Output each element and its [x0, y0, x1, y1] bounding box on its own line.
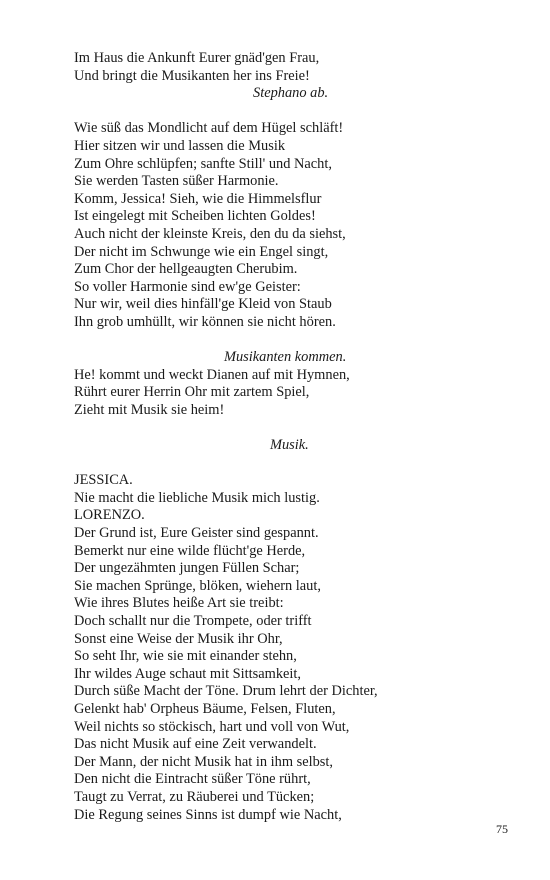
- verse-line: Ihn grob umhüllt, wir können sie nicht hören.: [74, 313, 336, 330]
- verse-line: Auch nicht der kleinste Kreis, den du da siehst,: [74, 225, 346, 242]
- stage-direction: Musikanten kommen.: [224, 349, 347, 366]
- verse-line: Zum Chor der hellgeaugten Cherubim.: [74, 261, 298, 278]
- verse-block-3: [74, 367, 494, 420]
- verse-line: Nur wir, weil dies hinfäll'ge Kleid von Staub: [74, 296, 332, 313]
- verse-line: Der Grund ist, Eure Geister sind gespannt.: [74, 525, 319, 542]
- verse-line: So seht Ihr, wie sie mit einander stehn,: [74, 648, 297, 665]
- verse-line: Zum Ohre schlüpfen; sanfte Still' und Nacht,: [74, 155, 332, 172]
- verse-block-2: [74, 120, 494, 331]
- page-text: [74, 50, 494, 824]
- verse-line: Doch schallt nur die Trompete, oder trifft: [74, 613, 312, 629]
- verse-line: Wie ihres Blutes heiße Art sie treibt:: [74, 595, 284, 612]
- verse-line: He! kommt und weckt Dianen auf mit Hymnen,: [74, 366, 350, 383]
- stanza-gap: [74, 332, 494, 350]
- verse-line: Sonst eine Weise der Musik ihr Ohr,: [74, 630, 283, 647]
- verse-line: Im Haus die Ankunft Eurer gnäd'gen Frau,: [74, 50, 320, 66]
- verse-line: Komm, Jessica! Sieh, wie die Himmelsflur: [74, 190, 322, 207]
- verse-line: Zieht mit Musik sie heim!: [74, 401, 225, 418]
- verse-line: Ist eingelegt mit Scheiben lichten Goldes!: [74, 208, 316, 225]
- verse-block-4: [74, 472, 494, 824]
- verse-line: Das nicht Musik auf eine Zeit verwandelt.: [74, 736, 317, 753]
- verse-line: Den nicht die Eintracht süßer Töne rührt,: [74, 771, 311, 788]
- stage-direction: Stephano ab.: [253, 85, 329, 102]
- verse-line: Der ungezähmten jungen Füllen Schar;: [74, 560, 300, 577]
- verse-block-1: [74, 50, 494, 85]
- speaker-name: JESSICA.: [74, 472, 133, 489]
- stanza-gap: [74, 419, 494, 437]
- verse-line: Sie werden Tasten süßer Harmonie.: [74, 173, 279, 190]
- verse-line: Nie macht die liebliche Musik mich lustig.: [74, 489, 320, 506]
- stanza-gap: [74, 103, 494, 121]
- stage-direction: Musik.: [270, 437, 309, 454]
- verse-line: Der Mann, der nicht Musik hat in ihm selbst,: [74, 753, 333, 770]
- speaker-name: LORENZO.: [74, 507, 145, 524]
- verse-line: Und bringt die Musikanten her ins Freie!: [74, 67, 310, 84]
- verse-line: Rührt eurer Herrin Ohr mit zartem Spiel,: [74, 384, 310, 401]
- verse-line: So voller Harmonie sind ew'ge Geister:: [74, 278, 301, 295]
- verse-line: Sie machen Sprünge, blöken, wiehern laut,: [74, 577, 321, 594]
- verse-line: Ihr wildes Auge schaut mit Sittsamkeit,: [74, 665, 302, 682]
- verse-line: Durch süße Macht der Töne. Drum lehrt der Dichter,: [74, 683, 378, 700]
- stanza-gap: [74, 455, 494, 473]
- verse-line: Die Regung seines Sinns ist dumpf wie Nacht,: [74, 806, 342, 823]
- verse-line: Bemerkt nur eine wilde flücht'ge Herde,: [74, 542, 306, 559]
- verse-line: Weil nichts so stöckisch, hart und voll von Wut,: [74, 718, 350, 735]
- verse-line: Hier sitzen wir und lassen die Musik: [74, 137, 286, 154]
- page-number: 75: [496, 822, 508, 836]
- verse-line: Der nicht im Schwunge wie ein Engel singt,: [74, 243, 329, 260]
- verse-line: Taugt zu Verrat, zu Räuberei und Tücken;: [74, 788, 315, 805]
- verse-line: Wie süß das Mondlicht auf dem Hügel schläft!: [74, 120, 344, 137]
- verse-line: Gelenkt hab' Orpheus Bäume, Felsen, Fluten,: [74, 700, 336, 717]
